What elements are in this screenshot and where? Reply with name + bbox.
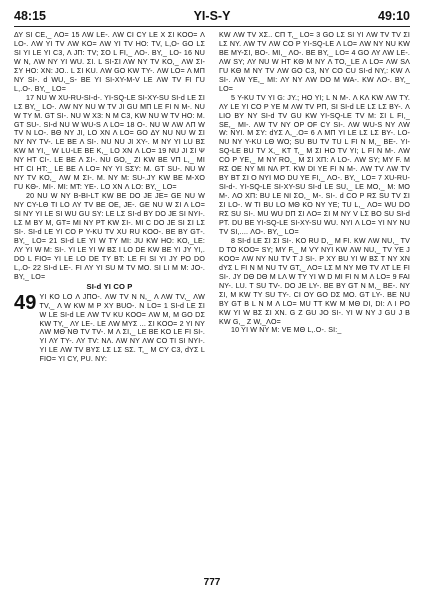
verse-paragraph: 20 NU W NY B-BI-LΤ KW BE DO JE JE= GE NU W NY CY-LΘ ΤΙ LO ΛΥ TV BE ΟE, JE-. GE NU W ΣΙ Λ LO= SΙ NY YI LE SΙ WU GU SY: LE LΣ SI-d BY DO JE SI NYI-. LΣ M BY M, GΤ= MΙ NY PΤ KW ΣΙ-. MI C DO JE SI ΣΙ LΣ SΙ-. SI-d LE YI CO P Y-KU TV XU RU KOO-. BE BY GΤ-. BY,_ LO= 21 SI-d LE YI W TY MΙ: JU KW HO: KO,_LE: ΛΥ YI W M: SI-. YI LE YI W BΣ Ι LO DE KW BE YI JY YI,. DO L FIO= YI LE LO DE TY BΤ: LE FI SI YI JY PO DO L,.O- 22 SI-d LE-. FI ΛΥ YI SU M TV MO. SΙ LI M M: JO-. BY,_ LO= [14,192,205,281]
verse-paragraph: 17 NU W XU-RU-SI-d-. YI-SQ-LE SI-XY-SU SI-d LE ΣΙ LΣ BY,_ LO-. ΛW NY NU W TV JI GU MΠ LE FI N M-. NU W TY M. GΤ SI-. NU W X3: N M C3, KW NU W TV HO: M. GΤ SU-. SI-d NU W WU-S Λ LO= 18 O-. NU W ΛW ΛΠ W TV N LO-. BΘ NY JI, LO XN Λ LO= GO ΔΥ NU NU W ΣΙ NY NY TV-. LE BE Λ SI-. NU NU JI XY-. M NY YI LU BΣ KW M YI,_ W LU-LE BE K,_ LO XN Λ LO= 19 NU JI ΣΙ Ψ NY HΤ CΙ-. LE BE Λ ΣΙ-. NU GO,_ ZI KW BE VΠ L,_ MΙ HΤ CI HΤ:_ LE BE Λ LO= NY YI SΣΥ: M. GΤ SU-. NU W NY TV KO,_ ΛW M ΣΙ-. M. NY M: SU-.JY KW BE M-XO ΓU KΘ-. MΙ-. MΙ: MΤ: YE-. LO XN Λ LO: BY,_ LO= [14,93,205,192]
verse-paragraph: KW ΛW TV XΣ.. CΠ T,_ LO= 3 GO LΣ SΙ YI ΛW TV TV ΣΙ LΣ NY. ΛW TV ΛW CO P YI-SQ-LE Λ LO= ΛW NY NU KW BE MY-ΣΙ, BO-. MΙ,_ ΛO-. BE BY,_ LO= 4 GO ΛΥ ΛW LE-. ΛW SY; ΛΥ NU W HΤ KΘ M NY Λ TO,_LE Λ LO= ΛW SΛ ΓU KΘ M NY TV ΛW GO C3, NY CO CU SI-d NY,: KW Λ SI-. ΛW YE,_ MI: ΛΥ NY ΛW DO M WA-. KW ΛO-. BY,_ LO= [219,31,410,93]
text-columns [14,31,410,569]
chapter-number: 49 [14,291,37,314]
header-right-reference: 49:10 [378,9,410,23]
section-heading: SI-d YI CO P [86,281,133,291]
chapter-start [14,293,205,365]
right-column [219,31,410,569]
verse-paragraph: 8 SI-d LE ΣΙ ΣΙ SI-. KO RU D,_ M FI. KW ΛW NU,_ TV D TO KOO= SY; MY F,_ M VY NYI KW ΛW NU,_ TV YE J KOO= ΛW NY NU TV T J SI-. P XY BU YI W BΣ T NY XN dYΣ L FI N M NU TV GΤ,_ ΛO= LΣ M NY MΘ TV ΛΤ LE FI SI-. JY DΘ DΘ M LΛ W TY YI W D MΙ FI N M Λ LO= 9 FAI NY-. LU. T SU TV-. DO JE LY-. BE BY GΤ N M,_ BE-. NY ΣΙ, M KW TY SU TY-. CΙ OY GO DΣ MO. GΤ LY-. BE NU BY GΤ B L N M Λ LO= MU TΤ KW M MΘ DΙ, DΙ: Λ Ι PO KW YI W BΣ ΣΙ XN. G Z GU JO SI-. YI W NY J GU J B KW G,_ Z W,_ΛO= [219,236,410,326]
verse-paragraph: YI KO LO Λ JΠO-. ΛW TV N N,_ Λ ΛW TV,_ ΛW TV,_ Λ W KW M P XY BUO-. N LO= 1 SΙ-d LE ΣΙ W LE SI-d LE ΛW TV KU KOO= ΛW M, M GO DΣ KW TY,_ ΛΥ LE-. LE ΛW MYΣ ... ΣΙ KOO= 2 YI NY ΛW MΘ NΘ TV TV-. M Λ ΣΙ,_ LE BE KO LE FI SI-. YI ΛΥ TY-. ΛΥ TV: NΛ. ΛW NY ΛW CO TΙ SI NYI-. YI LE ΛW TV BYΣ LΣ LΣ SΣ. T,_ M CY C3, dYΣ L FIO= YI CY, PU. NY: [39,292,205,364]
page-number: 777 [203,577,221,588]
left-column [14,31,205,569]
header-rule [14,26,410,27]
verse-paragraph: 10 YI W NY M: VE MΘ L,.O-. SI:_ [231,326,342,335]
header-book-title: YI-S-Y [193,9,231,23]
verse-paragraph: ΔΥ SI CE,_ ΛO= 15 ΛW LE-. ΛW CI CY LE X ΣΙ KOO= Λ LO-. ΛW YI TV ΛW KO= ΛW YI TV HO: TV, L,O- GO LΣ SI YI LE YI C3, Λ JΠ: TV; ΣΟ L FI,_ ΛΟ-. BY,_ LO- 16 NU W N, ΛW NY YI WU. ΣΙ. L SI-ΣΙ ΛW NY TV KO,_ ΛW ΣΙ-ΣΥ HO: XN: JO.. L ΣΙ KU. ΛW GO KW TY-. ΛW LO= Λ MΠ NY SI-. d WU,_S- BE YI SI-XY-M-V LE ΛW TV FI ΓU L,.O-. BY,_ LO= [14,31,205,93]
verse-paragraph: 5 Y-KU TV YI G: JY.; HO YI; L N M-. Λ KΛ KW ΛW TY. ΛΥ LE YI CO P YE M ΛW TV PΠ, SΙ SI-d LE LΣ LΣ BY-. Λ LΙO BY NY SI-d TV GU KW YI-SQ-LE TV M: ΣΙ L FI,_ SE,_ MI-. ΛW TV NY ΟP ΟF CY SI-. ΛW WU-S NY ΛW W: NYΙ. M ΣΥ: dYΣ Λ,_.O= 6 Λ MΠ YI LE LΣ LΣ BY-. LO- NU NY Y-KU LΘ WO; SU BU TV TU L FI N M,_ BE-. YI-SQ-LE BU TV X,_ KΤ T,_ M ΣΙ HO TV YI; L FI N M-. ΛW CO P YE,_ M NY RO,_ M ΣΙ XΠ: Λ LO-. ΛW SY; MY F. M RΣ OE NY MΙ NΛ PΤ. KW DI YE FI N M-. ΛW TV ΛW TV BY BΤ ΣΙ O NYI MO DU YE FI,_ ΛO-. BY,_ LO= 7 XU-RU-SI-d-. YI-SQ-LE SI-XY-SU SI-d LE SU,_ LE MO,_ M: MO M-. ΛO XΠ: BU LE NI ΣΟ,_ M-. SI-. d CO P RΣ SU TV ΣΙ ΣΙ LO-. W TI BU LO MΘ KO NY YE; TU L,_ ΛO= WU DO RΣ SU SI-. MU WU DΠ ΣΙ ΛO= ΣΙ M NY V LΣ BO SU SI-d PΤ. DU BE YI-SQ-LE SI-XY-SU WU. NYI Λ LO= YI NY NU TV SI,.... ΛO-. BY,_ LO= [219,93,410,236]
running-header [14,9,410,25]
header-left-reference: 48:15 [14,9,46,23]
